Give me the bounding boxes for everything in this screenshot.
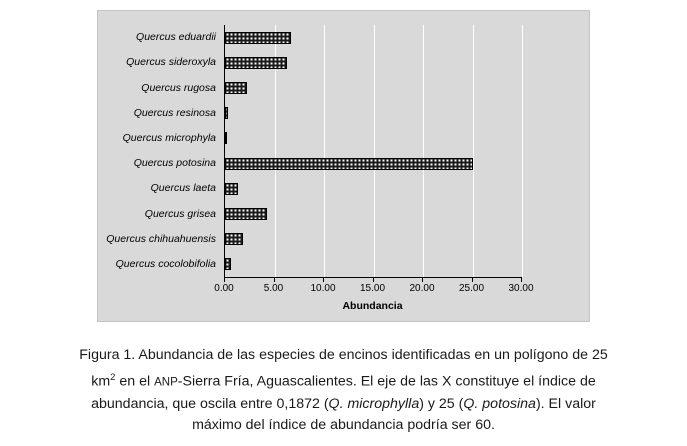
caption-line-2-b: en el <box>115 373 155 390</box>
x-tick <box>224 278 225 282</box>
bar <box>225 183 238 195</box>
x-tick-label: 0.00 <box>214 283 234 294</box>
caption-anp: ANP <box>154 376 178 389</box>
category-label: Quercus microphyla <box>122 131 216 144</box>
bar <box>225 158 473 170</box>
bar-row <box>225 227 522 252</box>
category-label: Quercus grisea <box>144 207 216 220</box>
figure-caption <box>8 345 679 437</box>
bar <box>225 107 228 119</box>
bar <box>225 233 243 245</box>
x-tick <box>323 278 324 282</box>
caption-line-3-c: ). El valor <box>535 395 596 412</box>
x-tick <box>521 278 522 282</box>
category-label: Quercus laeta <box>150 182 216 195</box>
category-label: Quercus cocolobifolia <box>115 257 216 270</box>
x-tick-label: 5.00 <box>263 283 284 294</box>
caption-km: km <box>91 373 111 390</box>
bar-row <box>225 101 522 126</box>
bar-row <box>225 201 522 226</box>
caption-species-potosina: Q. potosina <box>463 395 536 412</box>
bar-row <box>225 252 522 277</box>
caption-line-3-a: abundancia, que oscila entre 0,1872 ( <box>91 395 329 412</box>
chart-panel <box>97 10 590 322</box>
caption-line-1: Figura 1. Abundancia de las especies de encinos identificadas en un polígono de 25 <box>79 347 608 363</box>
x-axis-title: Abundancia <box>342 300 403 312</box>
x-axis-tick-labels <box>214 283 534 297</box>
caption-km-exponent: 2 <box>110 371 116 383</box>
category-label: Quercus resinosa <box>133 106 216 119</box>
bar-row <box>225 176 522 201</box>
bar-row <box>225 50 522 75</box>
category-label: Quercus rugosa <box>141 81 216 94</box>
bar <box>225 57 287 69</box>
x-tick-label: 20.00 <box>409 283 435 294</box>
x-tick <box>472 278 473 282</box>
x-axis-ticks <box>224 278 521 282</box>
caption-line-4: máximo del índice de abundancia podría ser 60. <box>192 417 495 434</box>
x-tick <box>373 278 374 282</box>
caption-line-2-c: -Sierra Fría, Aguascalientes. El eje de las X constituye el índice de <box>177 373 596 390</box>
category-axis-labels <box>108 25 220 277</box>
caption-species-microphylla: Q. microphylla <box>328 395 420 412</box>
chart-plot-wrapper <box>98 11 591 323</box>
bar <box>225 82 247 94</box>
bar <box>225 32 291 44</box>
x-tick-label: 25.00 <box>458 283 485 294</box>
x-tick-label: 15.00 <box>359 283 386 294</box>
bar <box>225 258 231 270</box>
category-label: Quercus eduardii <box>136 31 216 44</box>
bar-row <box>225 25 522 50</box>
x-tick <box>422 278 423 282</box>
x-tick-label: 10.00 <box>310 283 336 294</box>
category-label: Quercus sideroxyla <box>126 56 216 69</box>
category-label: Quercus potosina <box>133 157 216 170</box>
bar-row <box>225 151 522 176</box>
bar <box>225 208 267 220</box>
x-tick <box>274 278 275 282</box>
bar <box>225 132 227 144</box>
bar-row <box>225 75 522 100</box>
category-label: Quercus chihuahuensis <box>106 232 216 245</box>
plot-area <box>224 25 522 277</box>
caption-line-3-b: ) y 25 ( <box>419 395 464 412</box>
x-tick-label: 30.00 <box>508 283 534 294</box>
bar-series <box>225 25 522 277</box>
bar-row <box>225 126 522 151</box>
gridline <box>522 25 523 277</box>
